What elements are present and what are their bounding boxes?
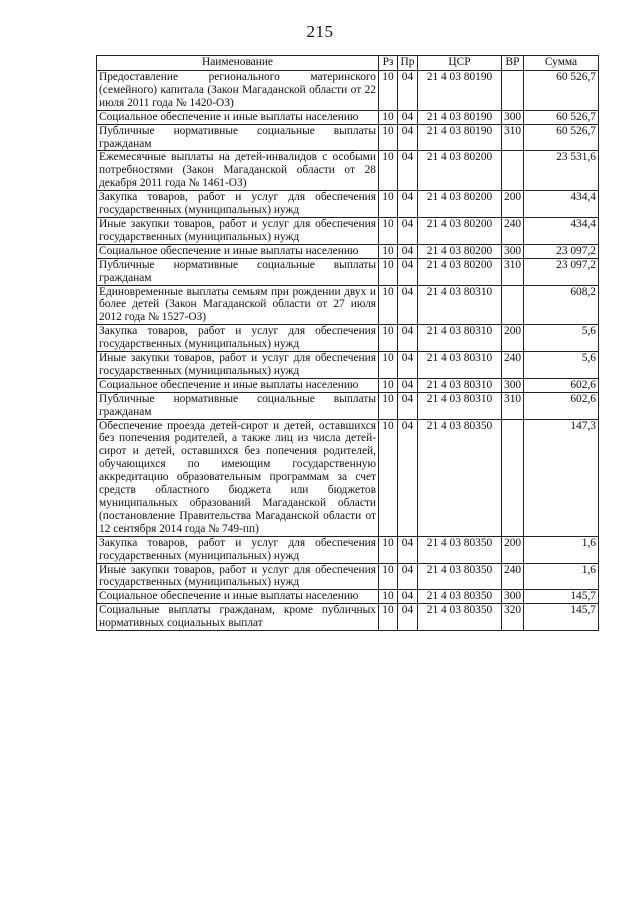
row-sum: 60 526,7 <box>524 110 599 124</box>
header-pr: Пр <box>398 56 418 71</box>
row-sum: 1,6 <box>524 563 599 590</box>
table-row <box>97 563 599 590</box>
table-row <box>97 604 599 631</box>
row-name: Иные закупки товаров, работ и услуг для обеспечения государственных (муниципальных) нужд <box>97 352 379 379</box>
row-sum: 5,6 <box>524 352 599 379</box>
table-row <box>97 151 599 191</box>
row-pr: 04 <box>398 258 418 285</box>
row-name: Социальное обеспечение и иные выплаты населению <box>97 378 379 392</box>
row-csr: 21 4 03 80190 <box>418 71 502 111</box>
row-name: Закупка товаров, работ и услуг для обеспечения государственных (муниципальных) нужд <box>97 536 379 563</box>
row-rz: 10 <box>379 392 398 419</box>
row-csr: 21 4 03 80350 <box>418 536 502 563</box>
row-pr: 04 <box>398 604 418 631</box>
row-csr: 21 4 03 80310 <box>418 325 502 352</box>
row-name: Публичные нормативные социальные выплаты гражданам <box>97 392 379 419</box>
row-sum: 145,7 <box>524 590 599 604</box>
row-pr: 04 <box>398 563 418 590</box>
row-pr: 04 <box>398 191 418 218</box>
budget-table <box>96 55 599 631</box>
table-row <box>97 392 599 419</box>
row-csr: 21 4 03 80350 <box>418 563 502 590</box>
row-name: Социальное обеспечение и иные выплаты населению <box>97 590 379 604</box>
row-vr <box>502 71 524 111</box>
row-pr: 04 <box>398 71 418 111</box>
row-rz: 10 <box>379 110 398 124</box>
row-sum: 60 526,7 <box>524 124 599 151</box>
row-rz: 10 <box>379 419 398 536</box>
row-name: Иные закупки товаров, работ и услуг для обеспечения государственных (муниципальных) нужд <box>97 217 379 244</box>
row-sum: 23 097,2 <box>524 244 599 258</box>
row-vr: 240 <box>502 563 524 590</box>
row-rz: 10 <box>379 244 398 258</box>
row-sum: 602,6 <box>524 392 599 419</box>
header-name: Наименование <box>97 56 379 71</box>
table-row <box>97 378 599 392</box>
table-row <box>97 217 599 244</box>
row-vr: 300 <box>502 378 524 392</box>
row-name: Социальные выплаты гражданам, кроме публичных нормативных социальных выплат <box>97 604 379 631</box>
row-vr: 300 <box>502 110 524 124</box>
row-csr: 21 4 03 80190 <box>418 124 502 151</box>
row-csr: 21 4 03 80350 <box>418 590 502 604</box>
row-vr: 310 <box>502 124 524 151</box>
row-vr: 200 <box>502 191 524 218</box>
row-rz: 10 <box>379 352 398 379</box>
row-sum: 147,3 <box>524 419 599 536</box>
row-vr <box>502 151 524 191</box>
row-pr: 04 <box>398 536 418 563</box>
row-csr: 21 4 03 80200 <box>418 191 502 218</box>
row-rz: 10 <box>379 258 398 285</box>
row-rz: 10 <box>379 563 398 590</box>
row-pr: 04 <box>398 378 418 392</box>
row-rz: 10 <box>379 151 398 191</box>
row-pr: 04 <box>398 124 418 151</box>
header-rz: Рз <box>379 56 398 71</box>
row-name: Закупка товаров, работ и услуг для обеспечения государственных (муниципальных) нужд <box>97 191 379 218</box>
row-rz: 10 <box>379 604 398 631</box>
row-pr: 04 <box>398 110 418 124</box>
row-name: Предоставление регионального материнского (семейного) капитала (Закон Магаданской области от 22 июля 2011 года № 1420-ОЗ) <box>97 71 379 111</box>
row-vr: 300 <box>502 590 524 604</box>
page-number: 215 <box>306 22 334 41</box>
row-pr: 04 <box>398 590 418 604</box>
header-csr: ЦСР <box>418 56 502 71</box>
row-name: Закупка товаров, работ и услуг для обеспечения государственных (муниципальных) нужд <box>97 325 379 352</box>
table-row <box>97 325 599 352</box>
row-name: Публичные нормативные социальные выплаты гражданам <box>97 124 379 151</box>
row-sum: 608,2 <box>524 285 599 325</box>
row-rz: 10 <box>379 325 398 352</box>
row-vr: 310 <box>502 392 524 419</box>
row-vr: 300 <box>502 244 524 258</box>
row-sum: 23 531,6 <box>524 151 599 191</box>
table-row <box>97 285 599 325</box>
row-csr: 21 4 03 80310 <box>418 392 502 419</box>
table-row <box>97 590 599 604</box>
row-pr: 04 <box>398 217 418 244</box>
row-rz: 10 <box>379 71 398 111</box>
row-vr: 200 <box>502 325 524 352</box>
row-name: Единовременные выплаты семьям при рождении двух и более детей (Закон Магаданской области от 27 июля 2012 года № 1527-ОЗ) <box>97 285 379 325</box>
row-vr: 320 <box>502 604 524 631</box>
row-csr: 21 4 03 80200 <box>418 258 502 285</box>
row-pr: 04 <box>398 151 418 191</box>
row-vr <box>502 285 524 325</box>
row-vr: 310 <box>502 258 524 285</box>
row-name: Публичные нормативные социальные выплаты гражданам <box>97 258 379 285</box>
row-sum: 145,7 <box>524 604 599 631</box>
row-sum: 434,4 <box>524 217 599 244</box>
table-row <box>97 71 599 111</box>
row-sum: 602,6 <box>524 378 599 392</box>
row-rz: 10 <box>379 217 398 244</box>
row-csr: 21 4 03 80200 <box>418 244 502 258</box>
row-vr: 240 <box>502 217 524 244</box>
table-row <box>97 258 599 285</box>
row-vr <box>502 419 524 536</box>
row-sum: 60 526,7 <box>524 71 599 111</box>
row-csr: 21 4 03 80310 <box>418 352 502 379</box>
row-csr: 21 4 03 80310 <box>418 285 502 325</box>
row-rz: 10 <box>379 124 398 151</box>
row-name: Социальное обеспечение и иные выплаты населению <box>97 110 379 124</box>
row-pr: 04 <box>398 325 418 352</box>
row-name: Иные закупки товаров, работ и услуг для обеспечения государственных (муниципальных) нужд <box>97 563 379 590</box>
table-row <box>97 244 599 258</box>
table-row <box>97 352 599 379</box>
header-sum: Сумма <box>524 56 599 71</box>
row-pr: 04 <box>398 244 418 258</box>
row-pr: 04 <box>398 285 418 325</box>
row-rz: 10 <box>379 285 398 325</box>
row-csr: 21 4 03 80310 <box>418 378 502 392</box>
row-csr: 21 4 03 80200 <box>418 217 502 244</box>
row-sum: 434,4 <box>524 191 599 218</box>
header-vr: ВР <box>502 56 524 71</box>
table-header-row <box>97 56 599 71</box>
row-vr: 240 <box>502 352 524 379</box>
row-csr: 21 4 03 80350 <box>418 419 502 536</box>
table-row <box>97 110 599 124</box>
row-vr: 200 <box>502 536 524 563</box>
row-sum: 23 097,2 <box>524 258 599 285</box>
row-sum: 1,6 <box>524 536 599 563</box>
row-name: Обеспечение проезда детей-сирот и детей, оставшихся без попечения родителей, а также лиц из числа детей-сирот и детей, оставшихся без попечения родителей, обучающихся по имеющим государственную аккредитацию образовательным программам за счет средств областного бюджета или бюджетов муниципальных образований Магаданской области (постановление Правительства Магаданской области от 12 сентября 2014 года № 749-пп) <box>97 419 379 536</box>
table-row <box>97 124 599 151</box>
table-row <box>97 536 599 563</box>
row-csr: 21 4 03 80190 <box>418 110 502 124</box>
table-row <box>97 419 599 536</box>
row-csr: 21 4 03 80200 <box>418 151 502 191</box>
row-pr: 04 <box>398 352 418 379</box>
row-sum: 5,6 <box>524 325 599 352</box>
row-pr: 04 <box>398 392 418 419</box>
row-rz: 10 <box>379 590 398 604</box>
row-name: Ежемесячные выплаты на детей-инвалидов с особыми потребностями (Закон Магаданской области от 28 декабря 2011 года № 1461-ОЗ) <box>97 151 379 191</box>
row-rz: 10 <box>379 191 398 218</box>
row-name: Социальное обеспечение и иные выплаты населению <box>97 244 379 258</box>
row-csr: 21 4 03 80350 <box>418 604 502 631</box>
row-rz: 10 <box>379 536 398 563</box>
row-pr: 04 <box>398 419 418 536</box>
table-row <box>97 191 599 218</box>
row-rz: 10 <box>379 378 398 392</box>
